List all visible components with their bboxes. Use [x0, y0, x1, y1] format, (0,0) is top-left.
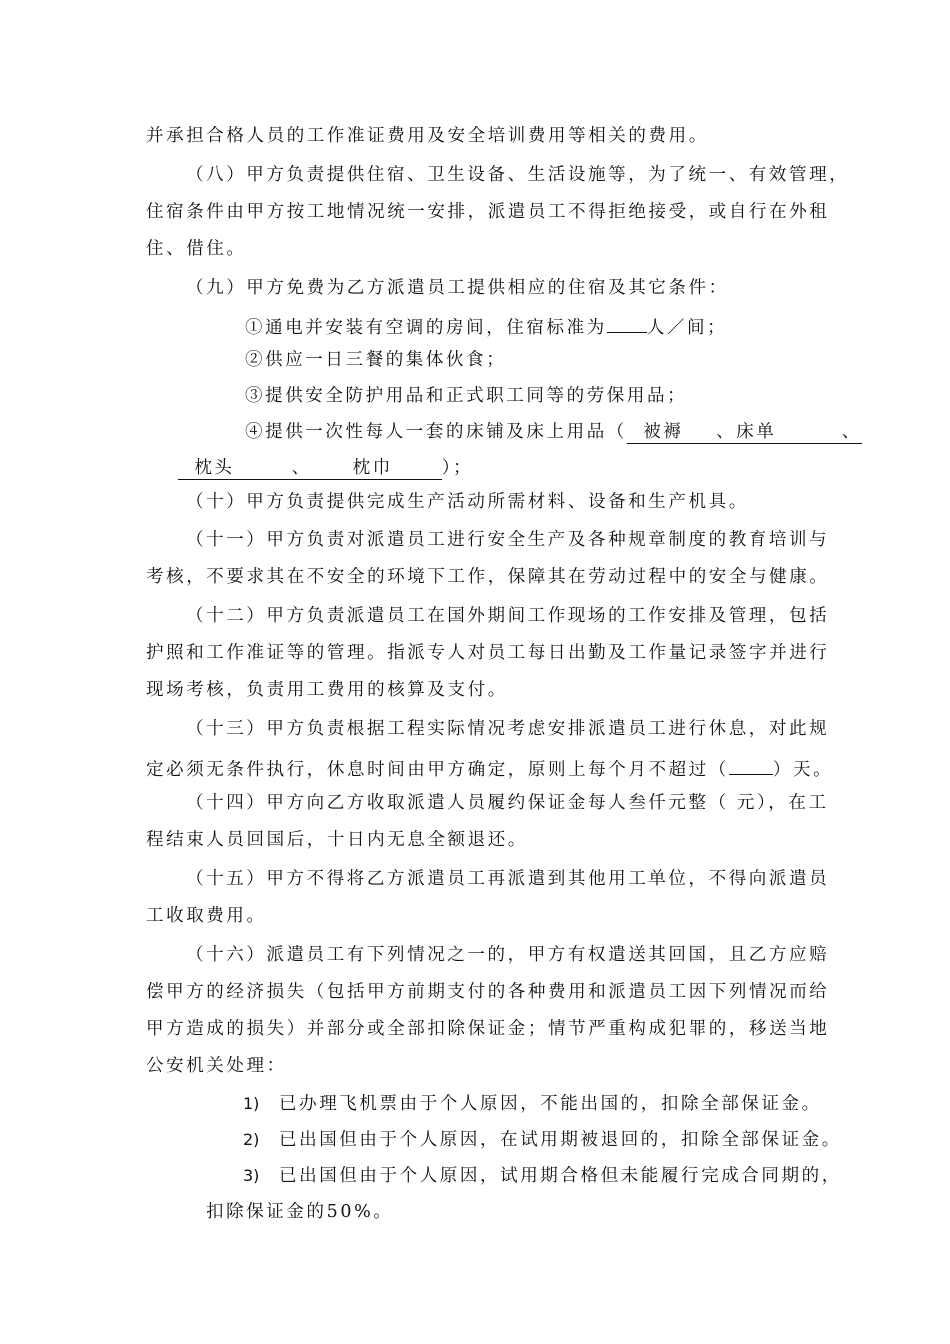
item-text: 已出国但由于个人原因，试用期合格但未能履行完成合同期的，: [279, 1166, 842, 1186]
filled-value: 、: [841, 422, 862, 442]
underlined-blank: [627, 422, 862, 444]
paragraph-line: [146, 754, 833, 782]
item-text: 已出国但由于个人原因，在试用期被退回的，扣除全部保证金。: [279, 1130, 842, 1150]
paragraph-line: 程结束人员回国后，十日内无息全额退还。: [146, 830, 528, 850]
paragraph-line: 工收取费用。: [146, 906, 267, 926]
filled-value: 枕巾: [352, 458, 393, 478]
paragraph-line: 护照和工作准证等的管理。指派专人对员工每日出勤及工作量记录签字并进行: [146, 643, 830, 663]
list-item-text: ）；: [441, 458, 474, 478]
paragraph-line: 现场考核，负责用工费用的核算及支付。: [146, 680, 508, 700]
paragraph-line: 住宿条件由甲方按工地情况统一安排，派遣员工不得拒绝接受，或自行在外租: [146, 202, 830, 222]
fill-in-blank: [607, 312, 647, 333]
paragraph-line: 甲方造成的损失）并部分或全部扣除保证金；情节严重构成犯罪的，移送当地: [146, 1019, 830, 1039]
list-item-text: ④提供一次性每人一套的床铺及床上用品（: [245, 422, 627, 442]
item-number: 3): [243, 1166, 260, 1185]
filled-value: 枕头: [194, 458, 235, 478]
list-item-1: [245, 312, 727, 340]
paragraph-text: ）天。: [772, 760, 834, 780]
paragraph-line: 公安机关处理：: [146, 1056, 287, 1076]
filled-value: 被褥: [643, 422, 684, 442]
list-item-2: ②供应一日三餐的集体伙食；: [245, 350, 507, 370]
clause-12-line: （十二）甲方负责派遣员工在国外期间工作现场的工作安排及管理，包括: [186, 606, 830, 626]
list-item-4: [245, 420, 862, 444]
numbered-item-1: [243, 1092, 822, 1116]
paragraph-line: 偿甲方的经济损失（包括甲方前期支付的各种费用和派遣员工因下列情况而给: [146, 982, 830, 1002]
paragraph-line: 考核，不要求其在不安全的环境下工作，保障其在劳动过程中的安全与健康。: [146, 567, 830, 587]
numbered-item-2: [243, 1128, 842, 1152]
fill-in-blank: [729, 754, 773, 775]
list-item-3: ③提供安全防护用品和正式职工同等的劳保用品；: [245, 386, 688, 406]
item-number: 1): [243, 1094, 260, 1113]
clause-8-line: （八）甲方负责提供住宿、卫生设备、生活设施等，为了统一、有效管理，: [186, 165, 850, 185]
clause-11-line: （十一）甲方负责对派遣员工进行安全生产及各种规章制度的教育培训与: [186, 530, 830, 550]
clause-16-line: （十六）派遣员工有下列情况之一的，甲方有权遣送其回国，且乙方应赔: [186, 945, 830, 965]
clause-10-line: （十）甲方负责提供完成生产活动所需材料、设备和生产机具。: [186, 492, 749, 512]
clause-13-line: （十三）甲方负责根据工程实际情况考虑安排派遣员工进行休息，对此规: [186, 719, 830, 739]
paragraph-line: 并承担合格人员的工作准证费用及安全培训费用等相关的费用。: [146, 126, 709, 146]
paragraph-text: 定必须无条件执行，休息时间由甲方确定，原则上每个月不超过（: [146, 760, 729, 780]
numbered-item-3-continued: 扣除保证金的50%。: [206, 1202, 394, 1222]
underlined-blank: [178, 458, 442, 480]
item-number: 2): [243, 1130, 260, 1149]
list-item-text: 人／间；: [646, 318, 728, 338]
item-text: 已办理飞机票由于个人原因，不能出国的，扣除全部保证金。: [279, 1094, 822, 1114]
clause-15-line: （十五）甲方不得将乙方派遣员工再派遣到其他用工单位，不得向派遣员: [186, 869, 830, 889]
paragraph-line: 住、借住。: [146, 239, 247, 259]
list-item-text: ①通电并安装有空调的房间，住宿标准为: [245, 318, 607, 338]
list-item-4-continued: [178, 456, 473, 480]
clause-14-line: （十四）甲方向乙方收取派遣人员履约保证金每人叁仟元整（ 元），在工: [186, 793, 829, 813]
numbered-item-3: [243, 1164, 842, 1188]
filled-value: 、床单: [716, 422, 777, 442]
filled-value: 、: [291, 458, 312, 478]
clause-9-line: （九）甲方免费为乙方派遣员工提供相应的住宿及其它条件：: [186, 278, 729, 298]
